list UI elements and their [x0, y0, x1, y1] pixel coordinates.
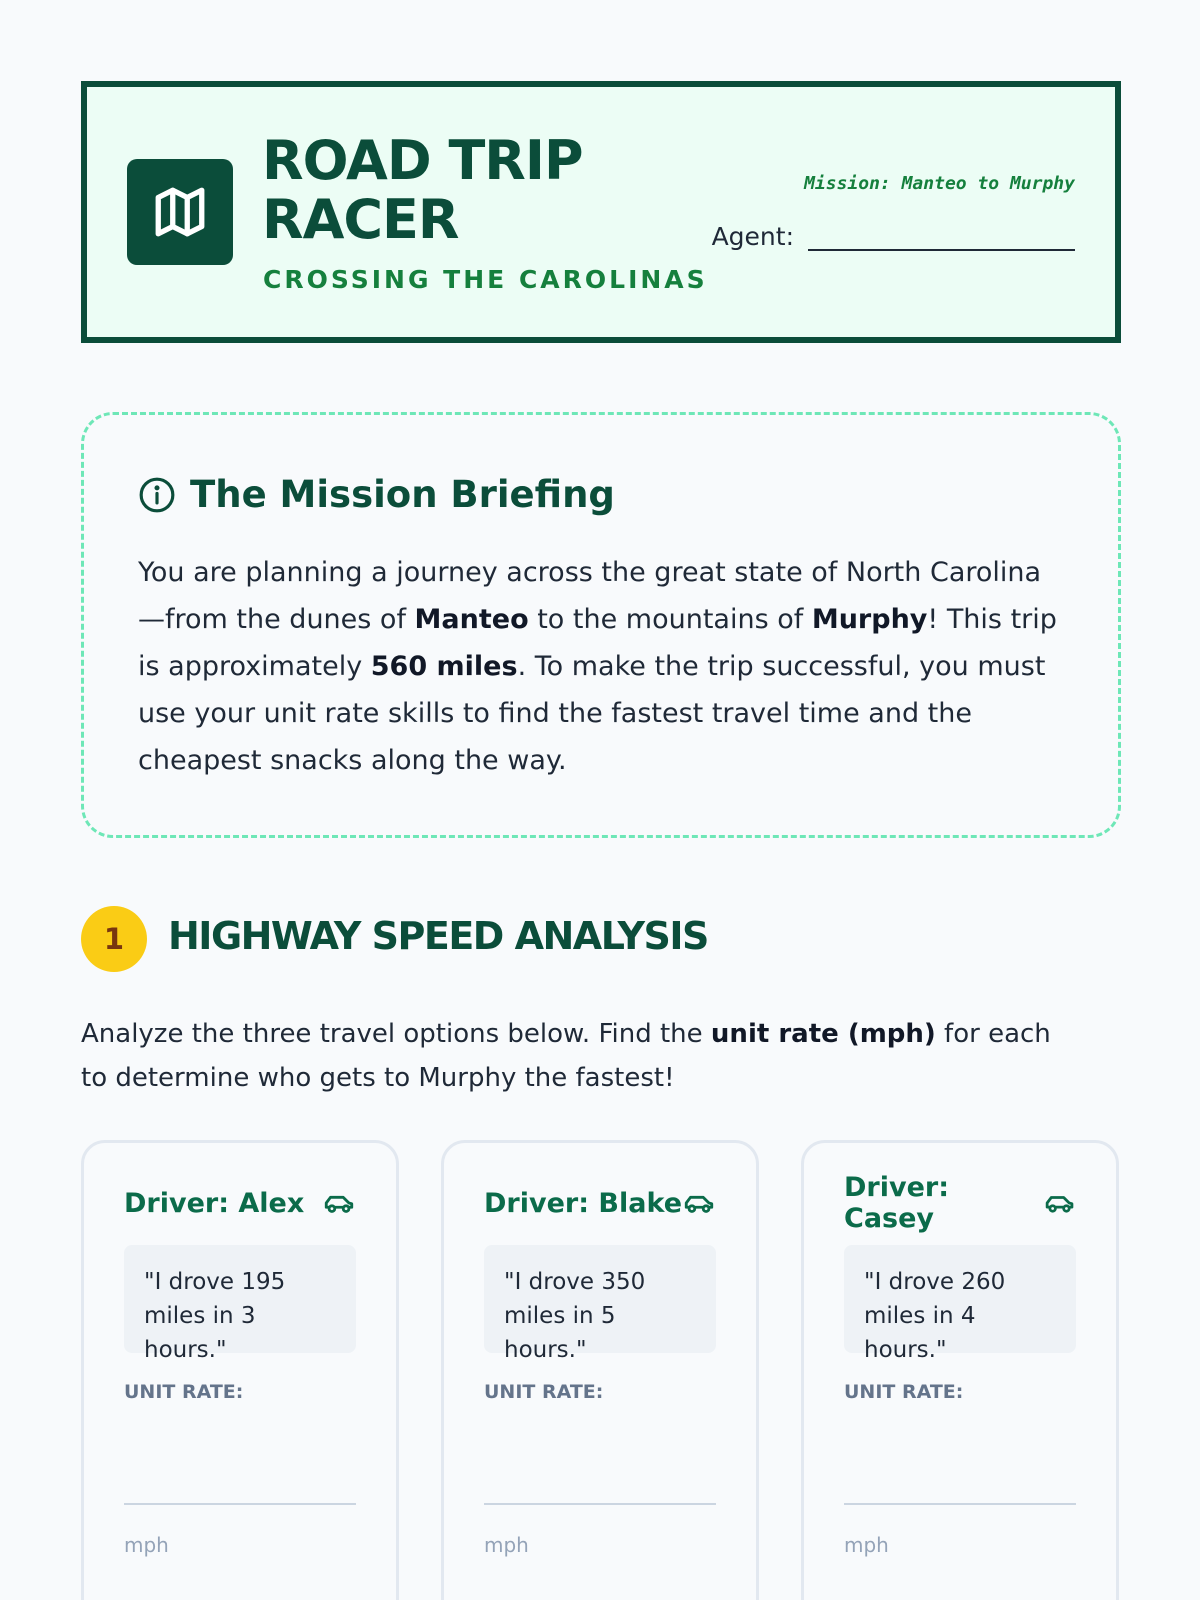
card-header: [124, 1183, 356, 1223]
driver-card-blake: [441, 1140, 759, 1600]
title-line-1: ROAD TRIP: [262, 129, 583, 192]
card-header: [484, 1183, 716, 1223]
unit-mph: mph: [484, 1533, 529, 1557]
unit-rate-label: UNIT RATE:: [484, 1381, 604, 1403]
car-icon: [682, 1186, 716, 1220]
driver-name: Driver: Blake: [484, 1187, 683, 1219]
mission-briefing-box: [81, 412, 1121, 838]
logo: [127, 159, 233, 265]
driver-cards: [81, 1140, 1121, 1600]
unit-rate-answer-blank[interactable]: [124, 1503, 356, 1505]
car-icon: [322, 1186, 356, 1220]
briefing-text-4: . To make the trip successful, you must use your unit rate skills to find the fastest travel time and the cheapest snacks along the way.: [138, 651, 1046, 776]
driver-quote: "I drove 350 miles in 5 hours.": [484, 1245, 716, 1353]
page-title: [262, 131, 583, 249]
driver-name: Driver: Casey: [844, 1172, 950, 1234]
map-icon: [151, 183, 209, 241]
unit-mph: mph: [844, 1533, 889, 1557]
intro-bold: unit rate (mph): [710, 1019, 936, 1049]
title-banner: [81, 81, 1121, 343]
card-header: [844, 1172, 1076, 1234]
briefing-text-1: You are planning a journey across the great state of North Carolina—from the dunes of: [138, 557, 1042, 635]
driver-card-casey: [801, 1140, 1119, 1600]
briefing-bold-miles: 560 miles: [370, 651, 518, 682]
unit-rate-answer-blank[interactable]: [844, 1503, 1076, 1505]
page-subtitle: CROSSING THE CAROLINAS: [263, 265, 708, 294]
agent-name-blank[interactable]: [808, 217, 1075, 251]
driver-card-alex: [81, 1140, 399, 1600]
mission-label: Mission: Manteo to Murphy: [804, 173, 1075, 194]
agent-field: [712, 217, 1075, 251]
unit-mph: mph: [124, 1533, 169, 1557]
briefing-title: The Mission Briefing: [190, 473, 615, 516]
intro-text-2: for each to determine who gets to Murphy the fastest!: [81, 1019, 1051, 1093]
briefing-bold-manteo: Manteo: [414, 604, 529, 635]
briefing-paragraph: [138, 549, 1058, 784]
driver-name: Driver: Alex: [124, 1187, 305, 1219]
briefing-header: [138, 473, 615, 516]
unit-rate-answer-blank[interactable]: [484, 1503, 716, 1505]
section-title: HIGHWAY SPEED ANALYSIS: [168, 914, 708, 958]
intro-text-1: Analyze the three travel options below. Find the: [81, 1019, 711, 1049]
briefing-bold-murphy: Murphy: [811, 604, 928, 635]
unit-rate-label: UNIT RATE:: [124, 1381, 244, 1403]
section-number-badge: 1: [81, 906, 147, 972]
driver-quote: "I drove 260 miles in 4 hours.": [844, 1245, 1076, 1353]
briefing-text-2: to the mountains of: [528, 604, 812, 635]
section-instructions: [81, 1012, 1081, 1100]
unit-rate-label: UNIT RATE:: [844, 1381, 964, 1403]
driver-quote: "I drove 195 miles in 3 hours.": [124, 1245, 356, 1353]
agent-label: Agent:: [711, 222, 794, 251]
briefing-text-3: ! This trip is approximately: [138, 604, 1057, 682]
title-line-2: RACER: [262, 188, 459, 251]
info-icon: [138, 476, 176, 514]
car-icon: [1043, 1186, 1076, 1220]
